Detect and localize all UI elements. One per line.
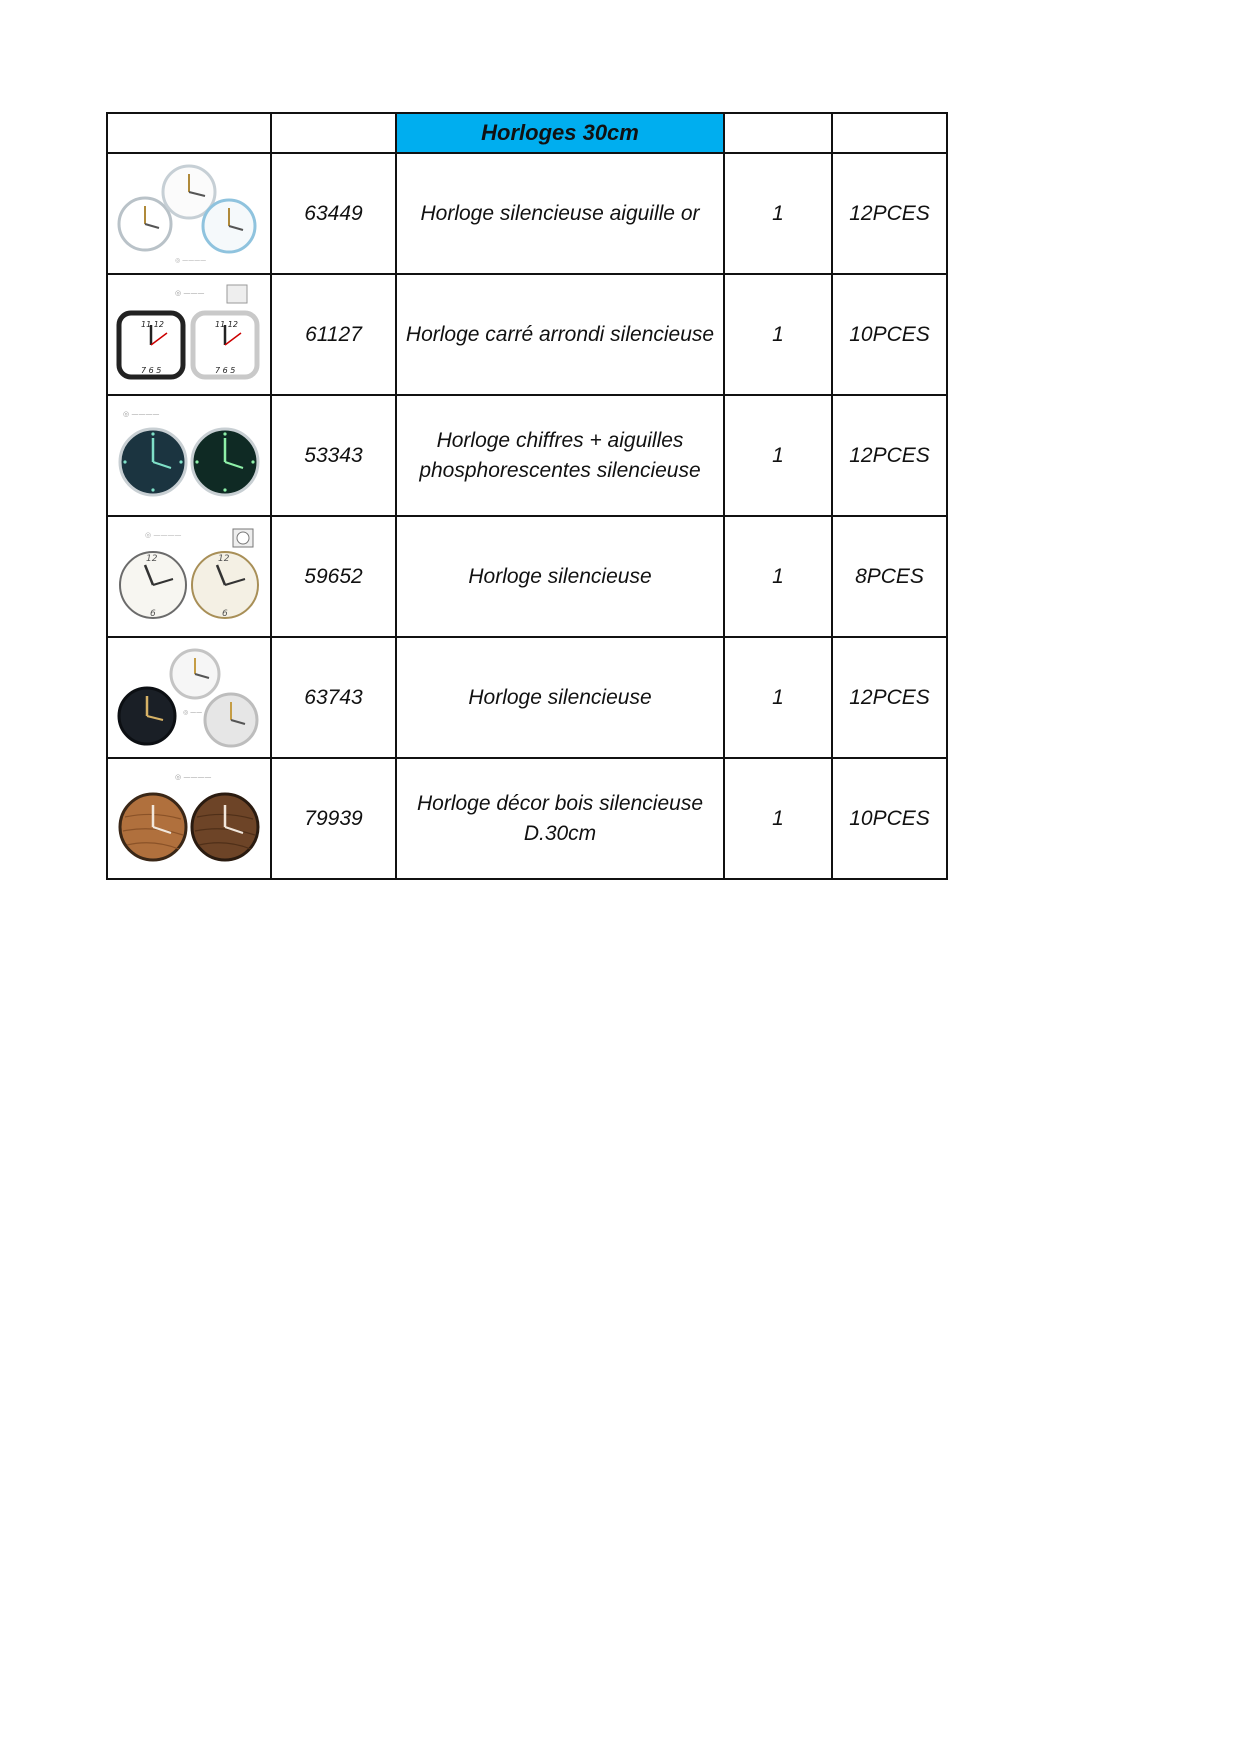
product-description-line: phosphorescentes silencieuse [419, 458, 701, 482]
product-description [396, 637, 724, 758]
product-description-line: Horloge carré arrondi silencieuse [405, 322, 715, 346]
clock-pair-square-icon [115, 281, 263, 389]
product-description-line: Horloge silencieuse [468, 685, 652, 709]
product-ref: 61127 [271, 274, 396, 395]
svg-text:12: 12 [218, 553, 230, 564]
product-description [396, 395, 724, 516]
product-photo-cell [107, 153, 271, 274]
table-row [107, 395, 947, 516]
clock-trio-white-blue-icon [115, 160, 263, 268]
svg-text:11 12: 11 12 [141, 319, 164, 329]
svg-text:11 12: 11 12 [215, 319, 238, 329]
table-row [107, 516, 947, 637]
product-quantity: 1 [724, 637, 832, 758]
product-pack: 12PCES [832, 153, 947, 274]
svg-text:◎ ————: ◎ ———— [175, 256, 207, 264]
product-pack: 10PCES [832, 758, 947, 879]
svg-text:◎ ——: ◎ —— [183, 708, 203, 716]
product-description [396, 153, 724, 274]
header-blank-cell [724, 113, 832, 153]
product-description-line: Horloge décor bois silencieuse [417, 791, 703, 815]
clock-pair-dark-luminous-icon [115, 402, 263, 510]
product-pack: 12PCES [832, 637, 947, 758]
table-row [107, 758, 947, 879]
product-photo-cell [107, 758, 271, 879]
product-description [396, 516, 724, 637]
clock-trio-black-white-grey-icon [115, 644, 263, 752]
clock-pair-cream-icon [115, 523, 263, 631]
table-title: Horloges 30cm [396, 113, 724, 153]
product-quantity: 1 [724, 758, 832, 879]
product-photo-cell [107, 395, 271, 516]
product-quantity: 1 [724, 395, 832, 516]
table-row [107, 153, 947, 274]
product-table [106, 112, 948, 880]
product-pack: 8PCES [832, 516, 947, 637]
svg-text:7 6 5: 7 6 5 [141, 365, 162, 375]
product-quantity: 1 [724, 516, 832, 637]
product-description-line: D.30cm [523, 821, 597, 845]
table-row [107, 274, 947, 395]
product-quantity: 1 [724, 153, 832, 274]
svg-text:◎ ————: ◎ ———— [145, 530, 182, 539]
product-description-line: Horloge silencieuse aiguille or [420, 201, 700, 225]
product-photo-cell [107, 274, 271, 395]
product-photo-cell [107, 516, 271, 637]
table-header-row [107, 113, 947, 153]
svg-text:7 6 5: 7 6 5 [215, 365, 236, 375]
header-blank-cell [107, 113, 271, 153]
product-ref: 59652 [271, 516, 396, 637]
svg-text:6: 6 [150, 608, 156, 619]
product-photo-cell [107, 637, 271, 758]
product-description-line: Horloge silencieuse [468, 564, 652, 588]
product-ref: 79939 [271, 758, 396, 879]
header-blank-cell [271, 113, 396, 153]
product-pack: 10PCES [832, 274, 947, 395]
svg-text:6: 6 [222, 608, 228, 619]
clock-pair-wood-icon [115, 765, 263, 873]
product-description-line: Horloge chiffres + aiguilles [436, 428, 684, 452]
svg-text:◎ ————: ◎ ———— [175, 772, 212, 781]
product-description [396, 758, 724, 879]
product-ref: 63449 [271, 153, 396, 274]
svg-text:12: 12 [146, 553, 158, 564]
table-row [107, 637, 947, 758]
product-description [396, 274, 724, 395]
product-ref: 53343 [271, 395, 396, 516]
svg-text:◎ ———: ◎ ——— [175, 288, 205, 297]
svg-text:◎ ————: ◎ ———— [123, 409, 160, 418]
header-blank-cell [832, 113, 947, 153]
product-ref: 63743 [271, 637, 396, 758]
product-quantity: 1 [724, 274, 832, 395]
product-pack: 12PCES [832, 395, 947, 516]
